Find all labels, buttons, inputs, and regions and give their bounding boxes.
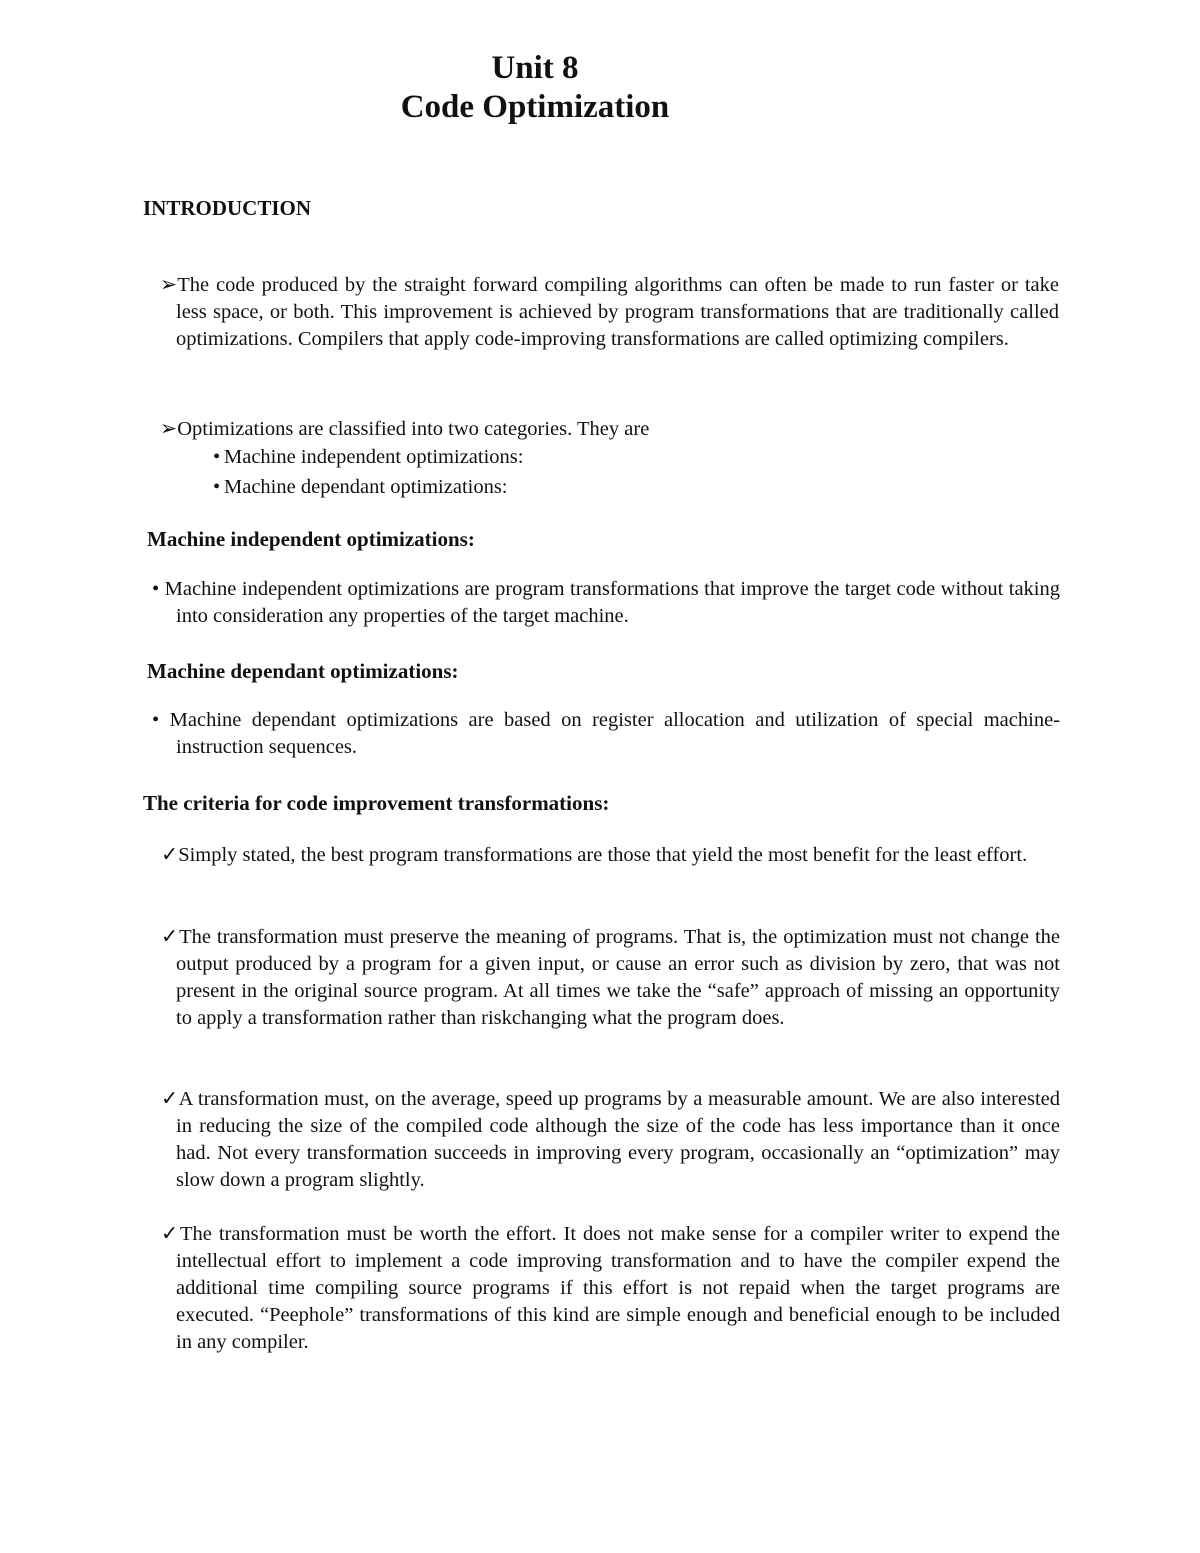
machine-independent-paragraph — [142, 576, 1060, 630]
criteria-heading: The criteria for code improvement transformations: — [143, 791, 610, 815]
intro-paragraph-2-text: Optimizations are classified into two categories. They are — [177, 418, 650, 440]
category-item-label: Machine independent optimizations: — [224, 446, 524, 468]
machine-dependant-paragraph — [142, 707, 1060, 761]
arrow-bullet-icon: ➢ — [160, 418, 178, 440]
machine-independent-heading: Machine independent optimizations: — [147, 527, 475, 551]
page-title: Code Optimization — [400, 89, 670, 125]
bullet-dot-icon: • — [152, 709, 160, 731]
intro-paragraph-1 — [145, 272, 1059, 353]
criteria-item-text: The transformation must be worth the effort. It does not make sense for a compiler writer to expend the intellectual effort to implement a code improving transformation and to have the compiler expend the additional time compiling source programs if this effort is not repaid when the target programs are executed. “Peephole” transformations of this kind are simple enough and beneficial enough to be included in any compiler. — [176, 1223, 1060, 1353]
checkmark-icon: ✓ — [161, 1088, 179, 1110]
criteria-item-text: A transformation must, on the average, speed up programs by a measurable amount. We are also interested in reducing the size of the compiled code although the size of the code has less importance than it once had. Not every transformation succeeds in improving every program, occasionally an “optimization” may slow down a program slightly. — [176, 1088, 1060, 1191]
introduction-heading: INTRODUCTION — [143, 196, 312, 220]
unit-title: Unit 8 — [491, 50, 579, 86]
category-item — [213, 474, 508, 501]
arrow-bullet-icon: ➢ — [160, 274, 178, 296]
bullet-dot-icon: • — [213, 446, 221, 468]
criteria-item — [142, 1221, 1060, 1356]
intro-paragraph-2 — [145, 416, 1059, 443]
criteria-item — [142, 924, 1060, 1032]
checkmark-icon: ✓ — [161, 844, 179, 866]
criteria-item-text: Simply stated, the best program transformations are those that yield the most benefit for the least effort. — [178, 844, 1028, 866]
bullet-dot-icon: • — [152, 578, 160, 600]
criteria-item-text: The transformation must preserve the meaning of programs. That is, the optimization must not change the output produced by a program for a given input, or cause an error such as division by zero, that was not present in the original source program. At all times we take the “safe” approach of missing an opportunity to apply a transformation rather than riskchanging what the program does. — [176, 926, 1060, 1029]
category-item-label: Machine dependant optimizations: — [224, 476, 508, 498]
bullet-dot-icon: • — [213, 476, 221, 498]
machine-independent-text: Machine independent optimizations are program transformations that improve the target code without taking into consideration any properties of the target machine. — [164, 578, 1061, 627]
category-item — [213, 444, 523, 471]
checkmark-icon: ✓ — [161, 926, 180, 948]
machine-dependant-heading: Machine dependant optimizations: — [147, 659, 459, 683]
criteria-item — [142, 842, 1060, 869]
criteria-item — [142, 1086, 1060, 1194]
machine-dependant-text: Machine dependant optimizations are based on register allocation and utilization of special machine-instruction sequences. — [169, 709, 1060, 758]
checkmark-icon: ✓ — [161, 1223, 180, 1245]
intro-paragraph-1-text: The code produced by the straight forward compiling algorithms can often be made to run faster or take less space, or both. This improvement is achieved by program transformations that are traditionally called optimizations. Compilers that apply code-improving transformations are called optimizing compilers. — [176, 274, 1059, 350]
